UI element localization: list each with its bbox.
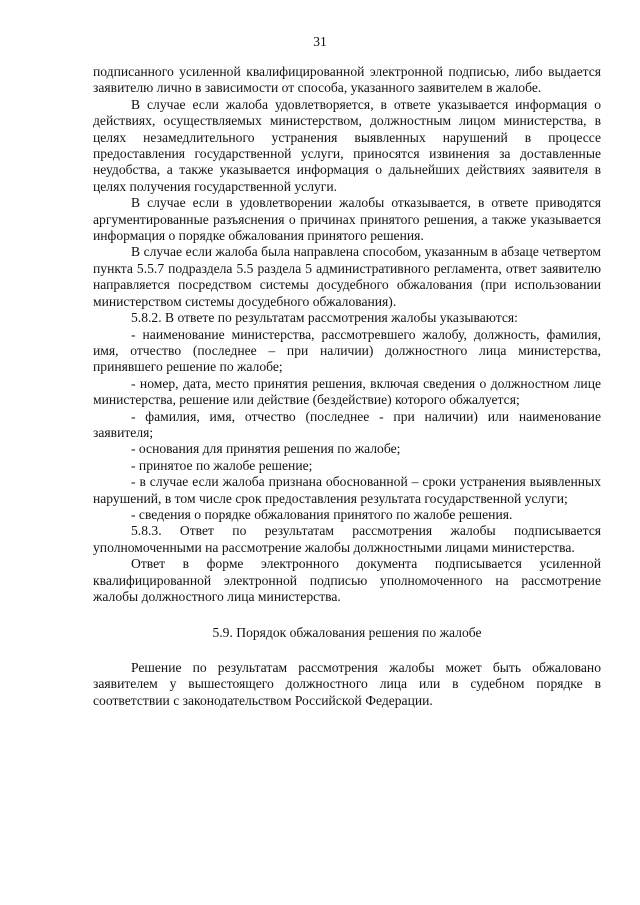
paragraph-5-8-3: 5.8.3. Ответ по результатам рассмотрения жалобы подписывается уполномоченными на рассмотрение жалобы должностными лицами министерства.: [93, 523, 601, 555]
list-item: - наименование министерства, рассмотревшего жалобу, должность, фамилия, имя, отчество (последнее – при наличии) должностного лица министерства, принявшего решение по жалобе;: [93, 326, 601, 375]
list-item: - фамилия, имя, отчество (последнее - при наличии) или наименование заявителя;: [93, 408, 601, 440]
list-item: - принятое по жалобе решение;: [131, 457, 313, 473]
paragraph-appeal: Решение по результатам рассмотрения жалобы может быть обжаловано заявителем у вышестоящего должностного лица или в судебном порядке в соответствии с законодательством Российской Федерации.: [93, 659, 601, 708]
paragraph-electronic-document: Ответ в форме электронного документа подписывается усиленной квалифицированной электронной подписью уполномоченного на рассмотрение жалобы должностного лица министерства.: [93, 556, 601, 604]
list-item: - сведения о порядке обжалования принятого по жалобе решения.: [131, 506, 513, 522]
page-number: 31: [313, 34, 327, 49]
document-body: [93, 64, 601, 709]
paragraph-complaint-satisfied: В случае если жалоба удовлетворяется, в ответе указывается информация о действиях, осуществляемых министерством, должностным лицом министерства, в целях незамедлительного устранения выявленных нарушений в процессе предоставления государственной услуги, приносятся извинения за доставленные неудобства, а также указывается информация о дальнейших действиях заявителя в целях получения государственной услуги.: [93, 96, 601, 194]
section-heading: 5.9. Порядок обжалования решения по жалобе: [212, 625, 482, 641]
paragraph-5-8-2: 5.8.2. В ответе по результатам рассмотрения жалобы указываются:: [131, 310, 518, 326]
paragraph-pretrial-system: В случае если жалоба была направлена способом, указанным в абзаце четвертом пункта 5.5.7 подраздела 5.5 раздела 5 административного регламента, ответ заявителю направляется посредством системы досудебного обжалования (при использовании министерством системы досудебного обжалования).: [93, 244, 601, 309]
paragraph-signature-delivery: подписанного усиленной квалифицированной электронной подписью, либо выдается заявителю лично в зависимости от способа, указанного заявителем в жалобе.: [93, 64, 601, 96]
list-item: - в случае если жалоба признана обоснованной – сроки устранения выявленных нарушений, в том числе срок предоставления результата государственной услуги;: [93, 474, 601, 506]
list-item: - основания для принятия решения по жалобе;: [131, 441, 401, 457]
list-item: - номер, дата, место принятия решения, включая сведения о должностном лице министерства, решение или действие (бездействие) которого обжалуется;: [93, 375, 601, 408]
paragraph-complaint-refused: В случае если в удовлетворении жалобы отказывается, в ответе приводятся аргументированные разъяснения о причинах принятого решения, а также указывается информация о порядке обжалования принятого решения.: [93, 195, 601, 244]
